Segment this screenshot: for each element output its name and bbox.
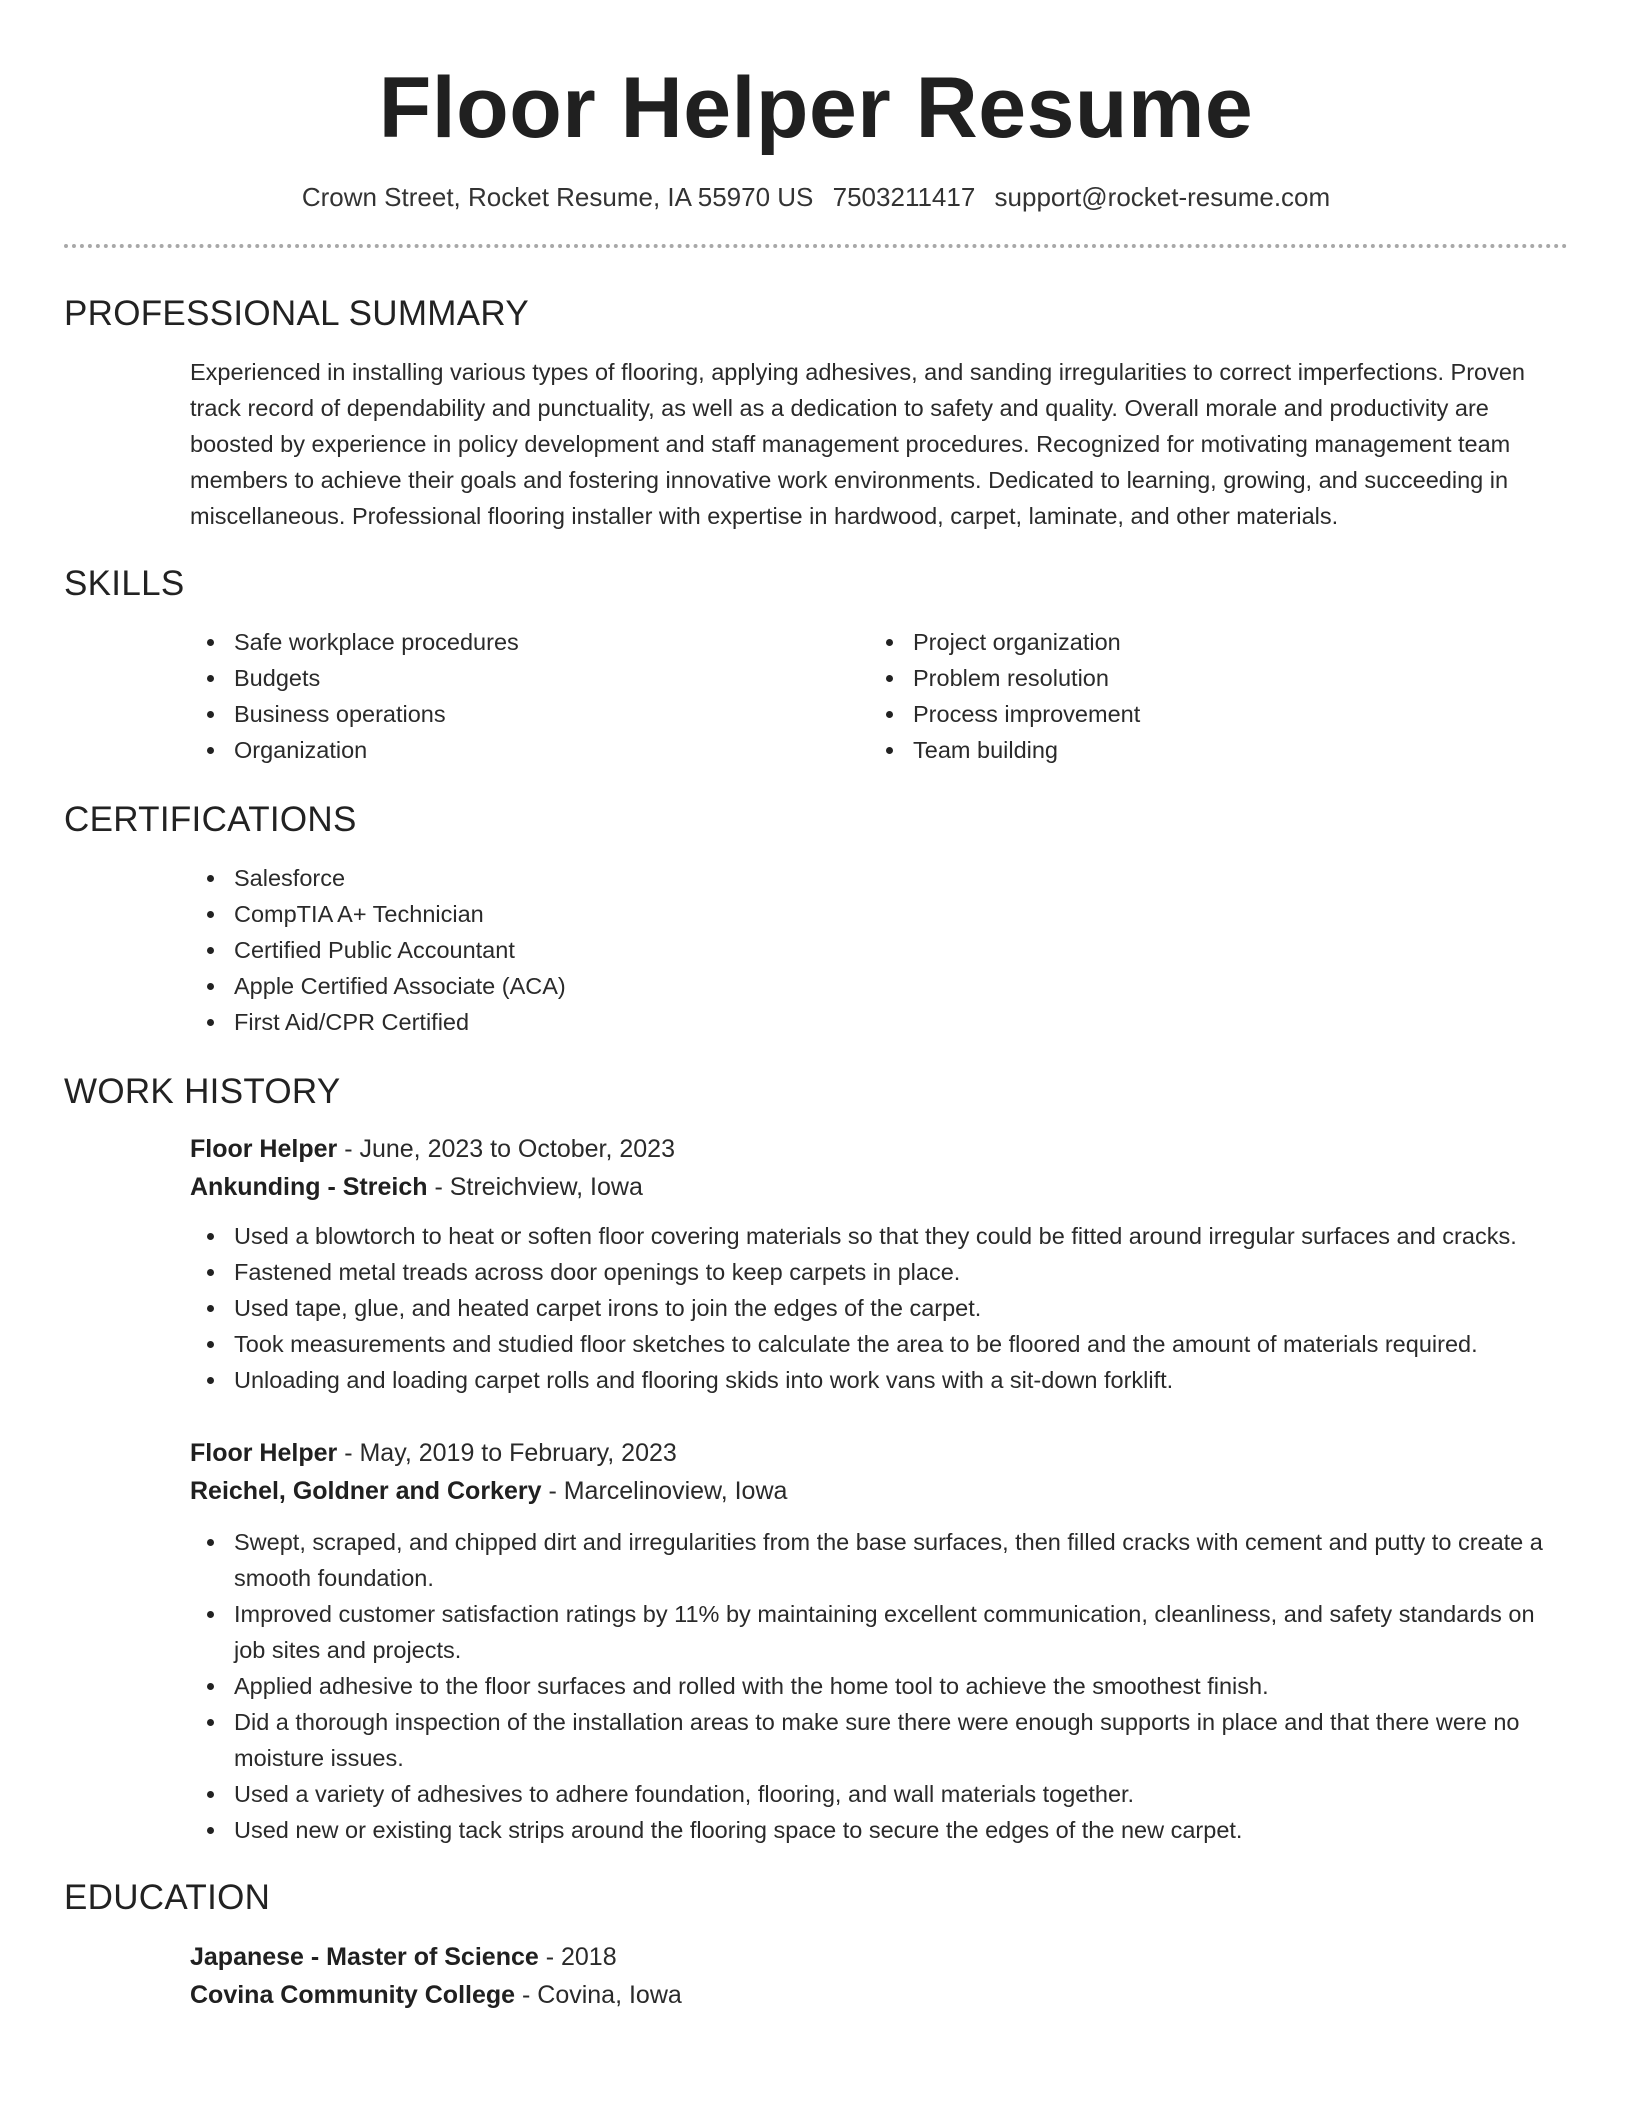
job-location: - Streichview, Iowa <box>427 1173 643 1201</box>
job-title: Floor Helper <box>190 1135 338 1163</box>
job-location: - Marcelinoview, Iowa <box>541 1477 788 1505</box>
resume-title: Floor Helper Resume <box>378 60 1254 156</box>
education-degree-line <box>190 1938 1568 1976</box>
skills-column-right <box>869 624 1548 768</box>
job-duty-item: Applied adhesive to the floor surfaces and rolled with the home tool to achieve the smoothest finish. <box>190 1668 1568 1704</box>
job-entry <box>64 1434 1568 1848</box>
contact-phone: 7503211417 <box>832 182 976 212</box>
skills-heading: SKILLS <box>64 564 185 603</box>
skill-item: Team building <box>869 732 1548 768</box>
job-company: Reichel, Goldner and Corkery <box>190 1477 542 1505</box>
job-title-line <box>190 1130 1568 1168</box>
job-duty-item: Used a blowtorch to heat or soften floor covering materials so that they could be fitted around irregular surfaces and cracks. <box>190 1218 1568 1254</box>
summary-heading: PROFESSIONAL SUMMARY <box>64 294 529 333</box>
job-duty-item: Used a variety of adhesives to adhere foundation, flooring, and wall materials together. <box>190 1776 1568 1812</box>
certifications-heading: CERTIFICATIONS <box>64 800 357 839</box>
skill-item: Safe workplace procedures <box>190 624 869 660</box>
skills-column-left <box>190 624 869 768</box>
job-dates: - May, 2019 to February, 2023 <box>337 1439 677 1467</box>
education-location: - Covina, Iowa <box>515 1981 682 2009</box>
job-duty-item: Used new or existing tack strips around the flooring space to secure the edges of the new carpet. <box>190 1812 1568 1848</box>
job-duty-item: Fastened metal treads across door openings to keep carpets in place. <box>190 1254 1568 1290</box>
education-school: Covina Community College <box>190 1981 516 2009</box>
skill-item: Organization <box>190 732 869 768</box>
job-duty-item: Did a thorough inspection of the installation areas to make sure there were enough supports in place and that there were no moisture issues. <box>190 1704 1568 1776</box>
job-title: Floor Helper <box>190 1439 338 1467</box>
certification-item: Certified Public Accountant <box>190 932 1568 968</box>
job-company-line <box>190 1168 1568 1206</box>
certifications-section <box>64 860 1568 1040</box>
job-duty-item: Improved customer satisfaction ratings by 11% by maintaining excellent communication, cleanliness, and safety standards on job sites and projects. <box>190 1596 1568 1668</box>
skill-item: Process improvement <box>869 696 1548 732</box>
job-company-line <box>190 1472 1568 1510</box>
summary-text: Experienced in installing various types of flooring, applying adhesives, and sanding irregularities to correct imperfections. Proven track record of dependability and punctuality, as well as a dedication to safety and quality. Overall morale and productivity are boosted by experience in policy development and staff management procedures. Recognized for motivating management team members to achieve their goals and fostering innovative work environments. Dedicated to learning, growing, and succeeding in miscellaneous. Professional flooring installer with expertise in hardwood, carpet, laminate, and other materials. <box>190 359 1525 529</box>
work-history-heading: WORK HISTORY <box>64 1072 341 1111</box>
job-dates: - June, 2023 to October, 2023 <box>337 1135 675 1163</box>
education-entry <box>64 1938 1568 2014</box>
header-divider <box>64 244 1568 248</box>
skill-item: Project organization <box>869 624 1548 660</box>
education-school-line <box>190 1976 1568 2014</box>
job-title-line <box>190 1434 1568 1472</box>
job-duty-item: Swept, scraped, and chipped dirt and irregularities from the base surfaces, then filled cracks with cement and putty to create a smooth foundation. <box>190 1524 1568 1596</box>
job-duties <box>190 1524 1568 1848</box>
certification-item: First Aid/CPR Certified <box>190 1004 1568 1040</box>
contact-address: Crown Street, Rocket Resume, IA 55970 US <box>301 182 814 212</box>
certification-item: CompTIA A+ Technician <box>190 896 1568 932</box>
job-entry <box>64 1130 1568 1398</box>
contact-email: support@rocket-resume.com <box>994 182 1331 212</box>
job-duty-item: Took measurements and studied floor sketches to calculate the area to be floored and the amount of materials required. <box>190 1326 1568 1362</box>
certification-item: Salesforce <box>190 860 1568 896</box>
skill-item: Business operations <box>190 696 869 732</box>
job-duty-item: Used tape, glue, and heated carpet irons to join the edges of the carpet. <box>190 1290 1568 1326</box>
education-year: - 2018 <box>538 1943 617 1971</box>
resume-page <box>64 0 1568 2014</box>
education-heading: EDUCATION <box>64 1878 271 1917</box>
job-duties <box>190 1218 1568 1398</box>
job-company: Ankunding - Streich <box>190 1173 428 1201</box>
skill-item: Problem resolution <box>869 660 1548 696</box>
education-degree: Japanese - Master of Science <box>190 1943 539 1971</box>
skill-item: Budgets <box>190 660 869 696</box>
summary-section <box>64 354 1568 534</box>
job-duty-item: Unloading and loading carpet rolls and flooring skids into work vans with a sit-down forklift. <box>190 1362 1568 1398</box>
certification-item: Apple Certified Associate (ACA) <box>190 968 1568 1004</box>
contact-line <box>64 180 1568 214</box>
skills-section <box>64 624 1568 768</box>
